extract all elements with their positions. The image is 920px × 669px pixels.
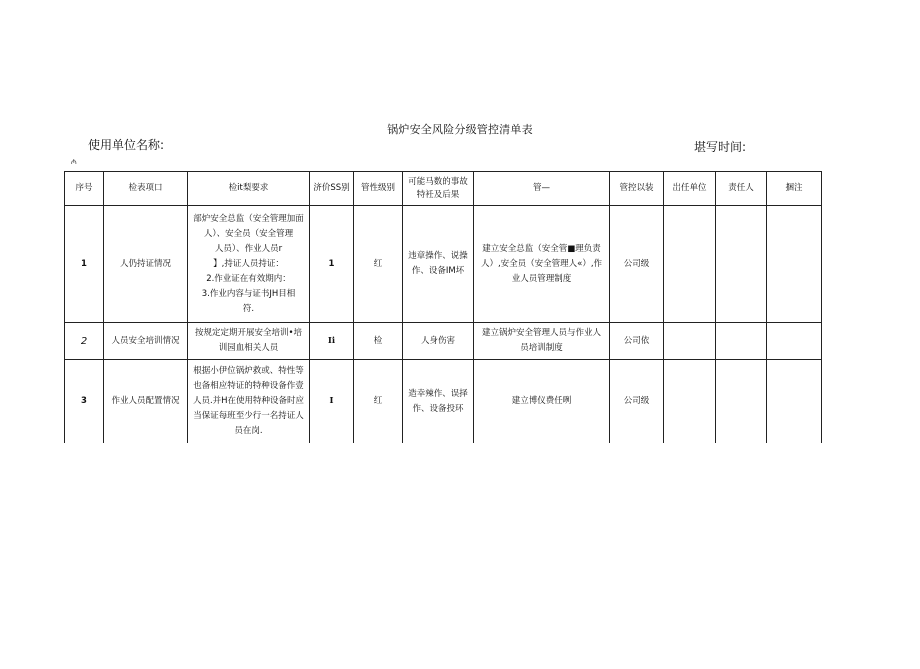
requirement-line: 2.作业证在有效期内： — [206, 273, 291, 284]
col-header-measures: 管— — [474, 172, 610, 206]
cell-control-tier: 公司级 — [610, 206, 664, 323]
consequence-line: 作、设备IM坏 — [411, 266, 465, 276]
cell-consequences — [403, 323, 474, 360]
cell-control-tier: 公司依 — [610, 323, 664, 360]
requirement-line: 训园血相关人员 — [218, 343, 279, 353]
consequence-line: 人身伤害 — [420, 335, 455, 346]
cell-requirements — [188, 323, 310, 360]
cell-requirements — [188, 206, 310, 323]
requirement-line: 人员.并H在使用特种设备时应 — [192, 396, 305, 406]
requirement-line: 符. — [242, 303, 255, 314]
cell-resp-person — [716, 323, 767, 360]
cell-remark — [767, 206, 822, 323]
requirement-line: 人）、安全员（安全管理 — [203, 228, 294, 239]
cell-control-level: 红 — [354, 206, 403, 323]
cell-measures — [474, 360, 610, 444]
cell-requirements — [188, 360, 310, 444]
page-title: 锅炉安全风险分级管控清单表 — [387, 123, 533, 136]
margin-mark: ₼ — [71, 158, 77, 166]
col-header-resp-unit: 岀任单位 — [664, 172, 716, 206]
cell-measures — [474, 323, 610, 360]
consequence-line: 造幸辣作、误择 — [408, 388, 468, 399]
cell-resp-person — [716, 206, 767, 323]
measure-line: 业人员管理制度 — [511, 273, 572, 284]
measure-line: 建立锅炉安全管理人员与作业人 — [481, 328, 601, 338]
risk-control-table — [64, 171, 822, 443]
table-row — [65, 360, 822, 444]
cell-consequences — [403, 360, 474, 444]
cell-measures — [474, 206, 610, 323]
requirement-line: 3.作业内容与证书JH目相 — [201, 288, 296, 299]
table-header-row — [65, 172, 822, 206]
col-header-control-level: 管性级别 — [354, 172, 403, 206]
col-header-eval-level: 济价SS别 — [310, 172, 354, 206]
cell-item: 人仍持证情况 — [104, 206, 188, 323]
fill-date-label: 堪写时间: — [694, 140, 747, 154]
cell-item: 人员安全培训情况 — [104, 323, 188, 360]
measure-line: 员培训制度 — [520, 343, 563, 353]
requirement-line: 也备相应特证的特种设备作壹 — [193, 381, 304, 391]
requirement-line: 人员）、作业人员r — [214, 243, 283, 254]
consequence-line: 违章操作、说操 — [408, 251, 468, 261]
cell-eval-level: 1 — [310, 206, 354, 323]
cell-resp-unit — [664, 206, 716, 323]
unit-name-label: 使用单位名称: — [88, 138, 165, 152]
cell-no: 3 — [65, 360, 104, 444]
cell-control-level: 红 — [354, 360, 403, 444]
cell-remark — [767, 323, 822, 360]
col-header-item: 检表项口 — [104, 172, 188, 206]
requirement-line: 】,持证人员持证： — [213, 258, 284, 269]
col-header-requirements: 检it梨要求 — [188, 172, 310, 206]
cell-control-level: 检 — [354, 323, 403, 360]
cell-resp-unit — [664, 323, 716, 360]
requirement-line: 员在岗. — [234, 426, 263, 436]
cell-consequences — [403, 206, 474, 323]
cell-resp-unit — [664, 360, 716, 444]
cell-eval-level: Ii — [310, 323, 354, 360]
cell-control-tier: 公司级 — [610, 360, 664, 444]
cell-eval-level: I — [310, 360, 354, 444]
cell-resp-person — [716, 360, 767, 444]
cell-no: 1 — [65, 206, 104, 323]
cell-item: 作业人员配置情况 — [104, 360, 188, 444]
col-header-control-tier: 管控以装 — [610, 172, 664, 206]
cell-remark — [767, 360, 822, 444]
measure-line: 建立安全总监（安全管■理负责 — [482, 243, 601, 254]
requirement-line: 根据小伊位锅炉救或、特性等 — [193, 366, 304, 376]
cell-no: 2 — [65, 323, 104, 360]
col-header-no: 序号 — [65, 172, 104, 206]
col-header-consequences: 可能马数的事故特衽及后果 — [403, 172, 474, 206]
requirement-line: 当保证每班至少行一名持证人 — [193, 411, 304, 421]
col-header-remark: 捆注 — [767, 172, 822, 206]
measure-line: 人）,安全员（安全管理人«）,作 — [480, 258, 603, 269]
measure-line: 建立博仪费任咧 — [511, 396, 572, 406]
table-row — [65, 206, 822, 323]
col-header-resp-person: 责任人 — [716, 172, 767, 206]
table-row — [65, 323, 822, 360]
consequence-line: 作、设备投环 — [412, 403, 464, 414]
requirement-line: 部炉安全总监（安全管理加面 — [193, 213, 304, 224]
requirement-line: 按规定定期开展安全培训•培 — [194, 328, 302, 338]
